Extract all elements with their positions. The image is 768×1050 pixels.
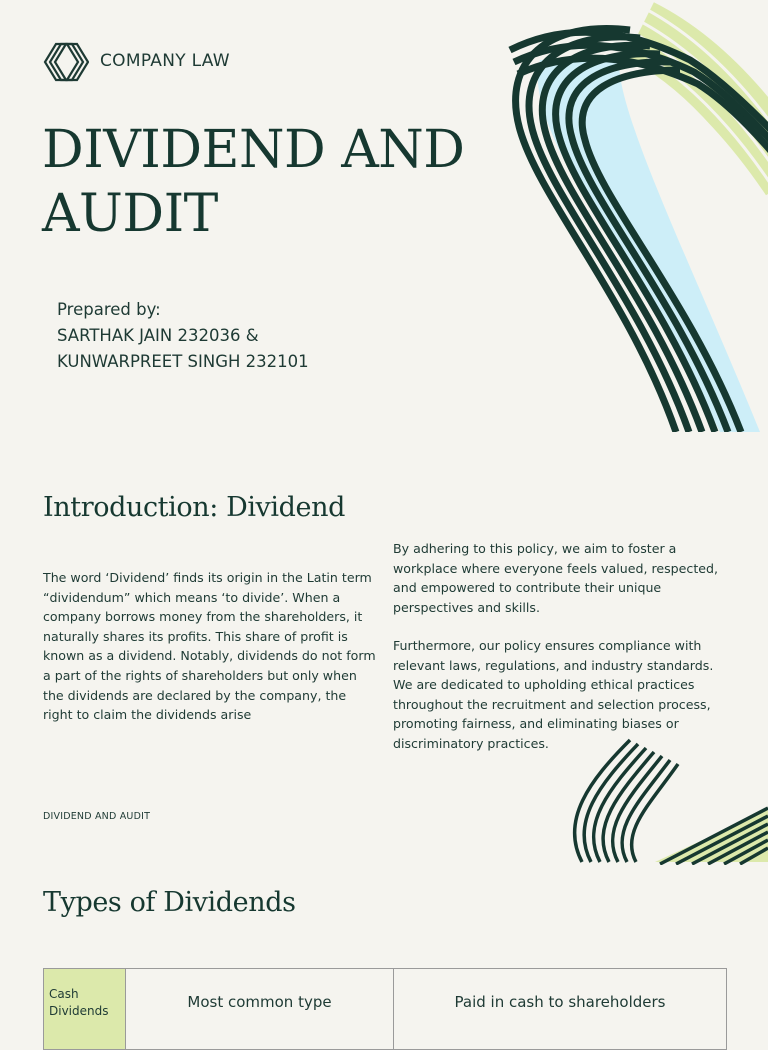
title-line-1: DIVIDEND AND [42, 120, 465, 180]
prepared-by-label: Prepared by: [57, 300, 161, 319]
intro-paragraph-right-1: By adhering to this policy, we aim to foster a workplace where everyone feels valued, respected, and empowered to contribute their unique perspectives and skills. [393, 541, 719, 615]
types-heading: Types of Dividends [43, 887, 296, 918]
table-cell-type-name: Cash Dividends [44, 969, 126, 1049]
table-cell-detail: Paid in cash to shareholders [454, 993, 666, 1011]
intro-heading: Introduction: Dividend [43, 492, 345, 523]
ribbon-small-decoration-icon [560, 730, 768, 865]
brand-name: COMPANY LAW [100, 51, 230, 71]
page-title [42, 118, 464, 246]
author-1: SARTHAK JAIN 232036 & [57, 326, 259, 345]
company-logo-icon [43, 42, 89, 82]
intro-paragraph-right-2: Furthermore, our policy ensures compliance with relevant laws, regulations, and industry standards. We are dedicated to upholding ethical practices throughout the recruitment and selection process, promoting fairness, and eliminating biases or discriminatory practices. [393, 638, 714, 751]
intro-paragraph-left: The word ‘Dividend’ finds its origin in the Latin term “dividendum” which means ‘to divide’. When a company borrows money from the shareholders, it naturally shares its profits. This share of profit is known as a dividend. Notably, dividends do not form a part of the rights of shareholders but only when the dividends are declared by the company, the right to claim the dividends arise [43, 570, 376, 723]
types-table [43, 968, 727, 1050]
title-line-2: AUDIT [42, 184, 218, 244]
table-cell-description: Most common type [126, 969, 394, 1049]
author-2: KUNWARPREET SINGH 232101 [57, 352, 309, 371]
footer-label: DIVIDEND AND AUDIT [43, 811, 151, 822]
prepared-by-block [57, 297, 309, 375]
ribbon-decoration-icon [490, 0, 768, 432]
